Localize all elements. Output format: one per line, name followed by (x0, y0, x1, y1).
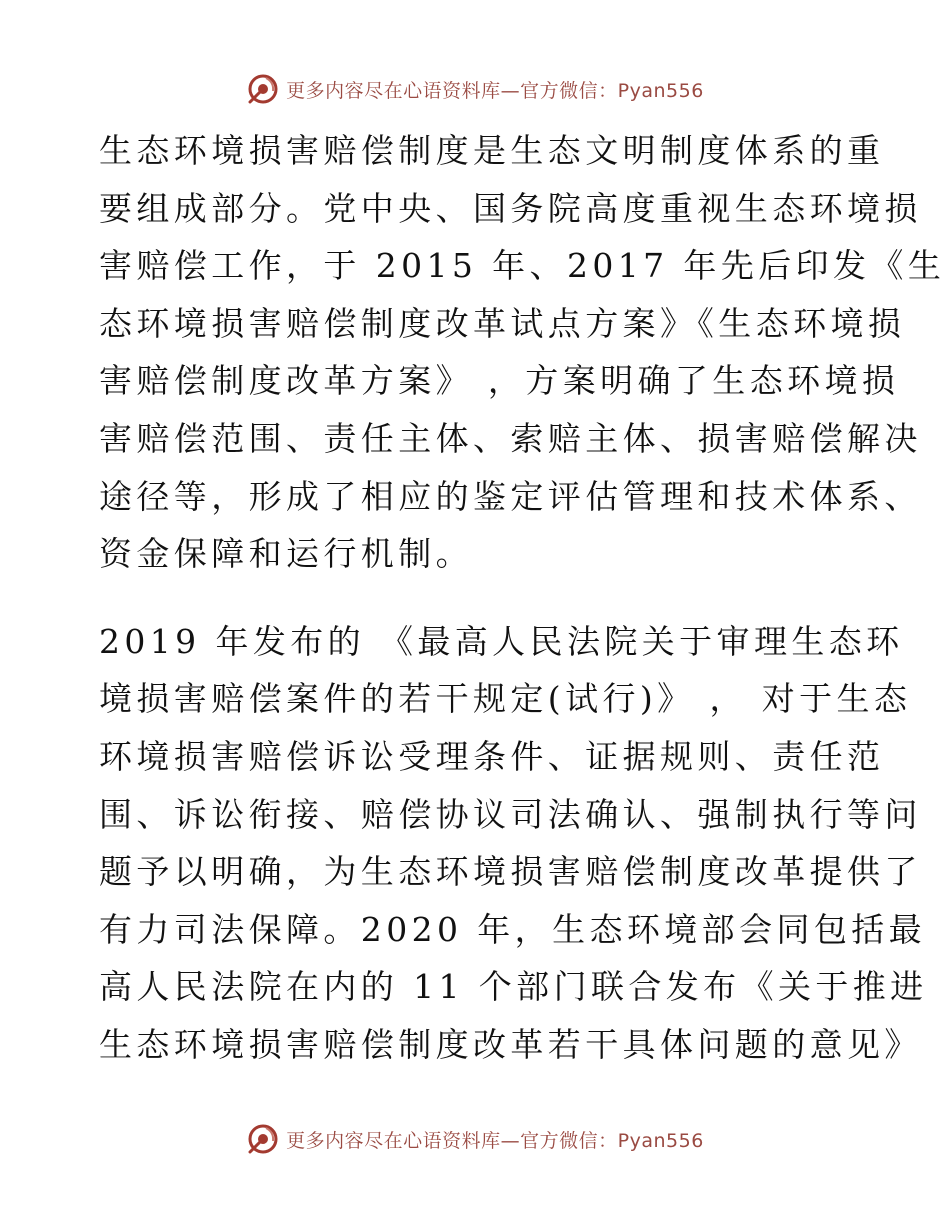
text-line: 害赔偿范围、责任主体、索赔主体、损害赔偿解决 (99, 418, 922, 458)
text-line: 资金保障和运行机制。 (99, 534, 473, 574)
watermark-text: 更多内容尽在心语资料库—官方微信：Pyan556 (286, 79, 704, 102)
text-line: 生态环境损害赔偿制度是生态文明制度体系的重 (99, 131, 885, 170)
text-line: 要组成部分。党中央、国务院高度重视生态环境损 (99, 188, 922, 228)
header-watermark (0, 72, 950, 106)
watermark-text: 更多内容尽在心语资料库—官方微信：Pyan556 (286, 1129, 704, 1152)
text-line: 生态环境损害赔偿制度改革若干具体问题的意见》 (99, 1024, 922, 1064)
text-line: 环境损害赔偿诉讼受理条件、证据规则、责任范 (99, 736, 885, 776)
text-line: 有力司法保障。2020 年，生态环境部会同包括最 (99, 909, 927, 949)
text-line: 害赔偿制度改革方案》 ，方案明确了生态环境损 (99, 361, 900, 401)
paragraph (99, 613, 928, 1074)
logo-icon (246, 1122, 280, 1156)
footer-watermark (0, 1122, 950, 1156)
text-line: 害赔偿工作，于 2015 年、2017 年先后印发《生 (99, 246, 946, 286)
paragraph-spacer (99, 583, 851, 613)
logo-icon (246, 72, 280, 106)
document-body (99, 122, 946, 1074)
paragraph (99, 122, 946, 583)
text-line: 态环境损害赔偿制度改革试点方案》《生态环境损 (99, 303, 906, 343)
text-line: 高人民法院在内的 11 个部门联合发布《关于推进 (99, 967, 928, 1007)
text-line: 题予以明确，为生态环境损害赔偿制度改革提供了 (99, 852, 922, 892)
text-line: 围、诉讼衔接、赔偿协议司法确认、强制执行等问 (99, 794, 922, 834)
text-line: 途径等，形成了相应的鉴定评估管理和技术体系、 (99, 476, 922, 516)
text-line: 境损害赔偿案件的若干规定(试行)》 ， 对于生态 (99, 679, 912, 719)
text-line: 2019 年发布的 《最高人民法院关于审理生态环 (99, 621, 904, 661)
